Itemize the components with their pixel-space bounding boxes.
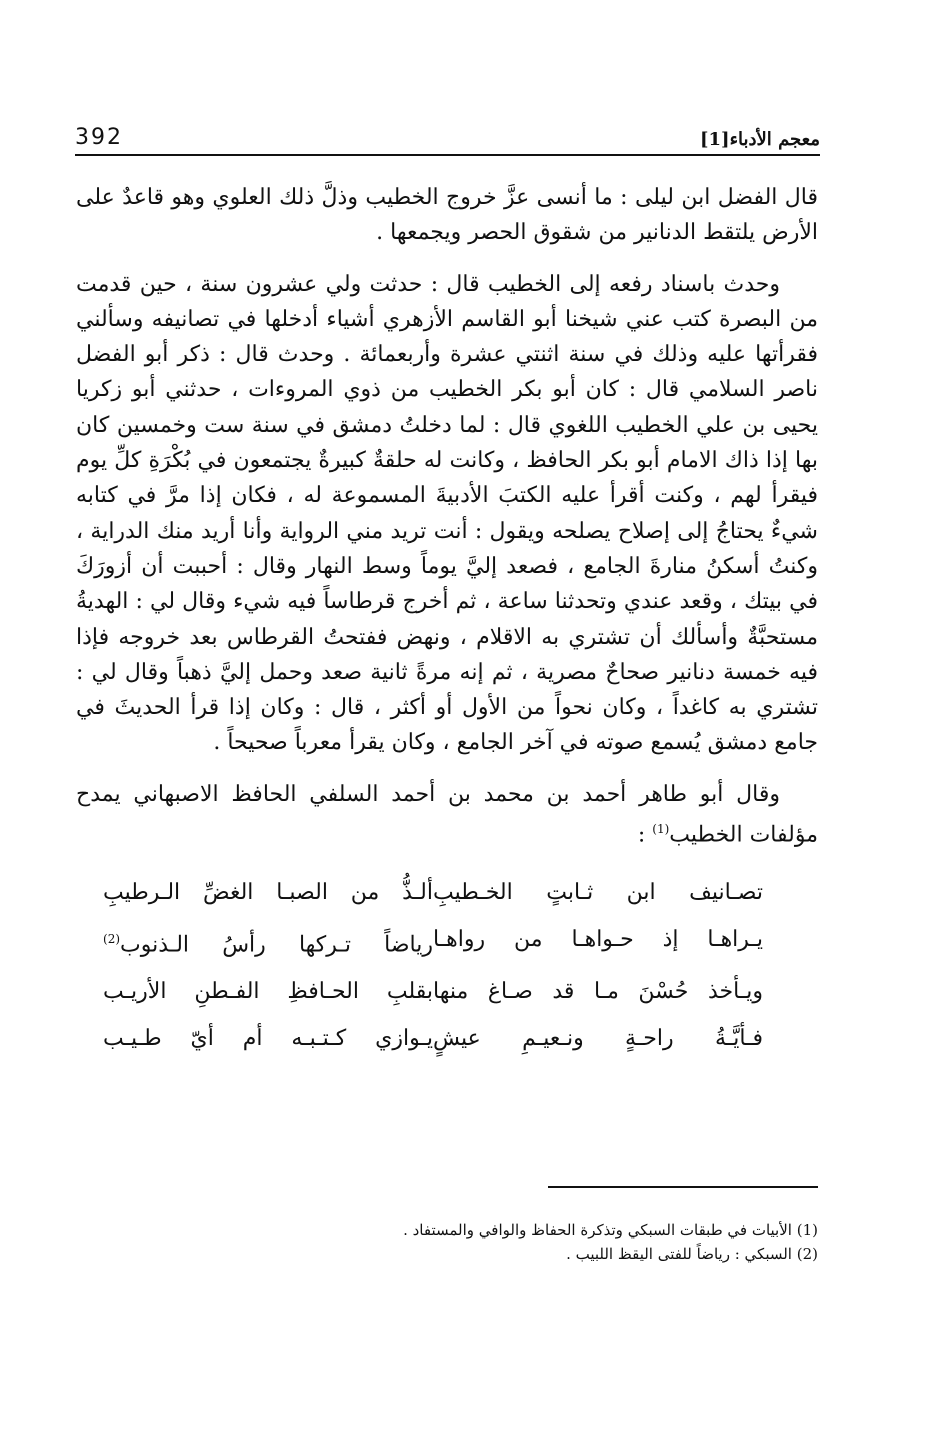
footnote-divider [548,1186,818,1188]
footnote-1: (1) الأبيات في طبقات السبكي وتذكرة الحفاظ والوافي والمستفاد . [403,1221,818,1239]
running-title: معجم الأدباء[1] [699,129,820,150]
footnotes [300,1218,818,1266]
verse-line [76,916,818,968]
verse-line [76,968,818,1015]
verse-second-hemistich: ألـذُّ من الصبـا الغضِّ الـرطيبِ [103,879,433,905]
verse-first-hemistich: فـأيَّـةُ راحـةٍ ونـعيـمِ عيشٍ [433,1026,763,1051]
footnote-ref-1: (1) [652,822,670,837]
verse-line [76,1015,818,1062]
paragraph-1: قال الفضل ابن ليلى : ما أنسى عزَّ خروج الخطيب وذلَّ ذلك العلوي وهو قاعدٌ على الأرض يلتقط الدنانير من شقوق الحصر ويجمعها . [76,185,818,246]
verse-second-hemistich: بقلبِ الحـافظِ الفـطنِ الأريـب [103,979,433,1004]
poem [76,869,818,1062]
paragraph-2: وحدث باسناد رفعه إلى الخطيب قال : حدثت ولي عشرون سنة ، حين قدمت من البصرة كتب عني شيخنا أبو القاسم الأزهري أشياء أدخلها في تصانيفه وسألني فقرأتها عليه وذلك في سنة اثنتي عشرة وأربعمائة . وحدث قال : ذكر أبو الفضل ناصر السلامي قال : كان أبو بكر الخطيب من ذوي المروءات ، حدثني أبو زكريا يحيى بن علي الخطيب اللغوي قال : لما دخلتُ دمشق في سنة ست وخمسين كان بها إذا ذاك الامام أبو بكر الحافظ ، وكانت له حلقةٌ كبيرةٌ يجتمعون في بُكْرَةِ كلِّ يوم فيقرأ لهم ، وكنت أقرأ عليه الكتبَ الأدبيةَ المسموعة له ، فكان إذا مرَّ في كتابه شيءٌ يحتاجُ إلى إصلاح يصلحه ويقول : أنت تريد مني الرواية وأنا أريد منك الدراية ، وكنتُ أسكنُ منارةَ الجامع ، فصعد إليَّ يوماً وسط النهار وقال : أحببت أن أزورَكَ في بيتك ، وقعد عندي وتحدثنا ساعة ، ثم أخرج قرطاساً فيه شيء وقال لي : الهديةُ مستحبَّةٌ وأسألك أن تشتري به الاقلام ، ونهض ففتحتُ القرطاس بعد خروجه فإذا فيه خمسة دنانير صحاحٌ مصرية ، ثم إنه مرةً ثانية صعد وحمل إليَّ ذهباً وقال لي : تشتري به كاغداً ، وكان نحواً من الأول أو أكثر ، قال : وكان إذا قرأ الحديثَ في جامع دمشق يُسمع صوته في آخر الجامع ، وكان يقرأ معرباً صحيحاً . [76,271,818,756]
page-number: 392 [75,125,123,150]
footnote-ref-2: (2) [103,931,121,946]
paragraph-3: وقال أبو طاهر أحمد بن محمد بن أحمد السلفي الحافظ الاصبهاني يمدح مؤلفات الخطيب$^{(1)}$ : [76,781,818,848]
verse-line [76,869,818,916]
verse-second-hemistich: يـوازي كـتـبـه أم أيّ طـيـب [103,1026,433,1051]
verse-first-hemistich: ويـأخذ حُسْنَ مـا قد صـاغ منها [433,979,763,1004]
footnote-2: (2) السبكي : رياضاً للفتى اليقظ اللبيب . [566,1245,818,1263]
verse-first-hemistich: تصـانيف ابن ثـابتٍ الخـطيبِ [433,879,763,905]
verse-first-hemistich: يـراهـا إذ حـواهـا من رواهـا [433,926,763,952]
main-text [76,180,818,1062]
verse-second-hemistich: رياضاً تـركها رأسُ الـذنوب$^{(2)}$ [103,931,433,957]
page-header [75,118,820,156]
